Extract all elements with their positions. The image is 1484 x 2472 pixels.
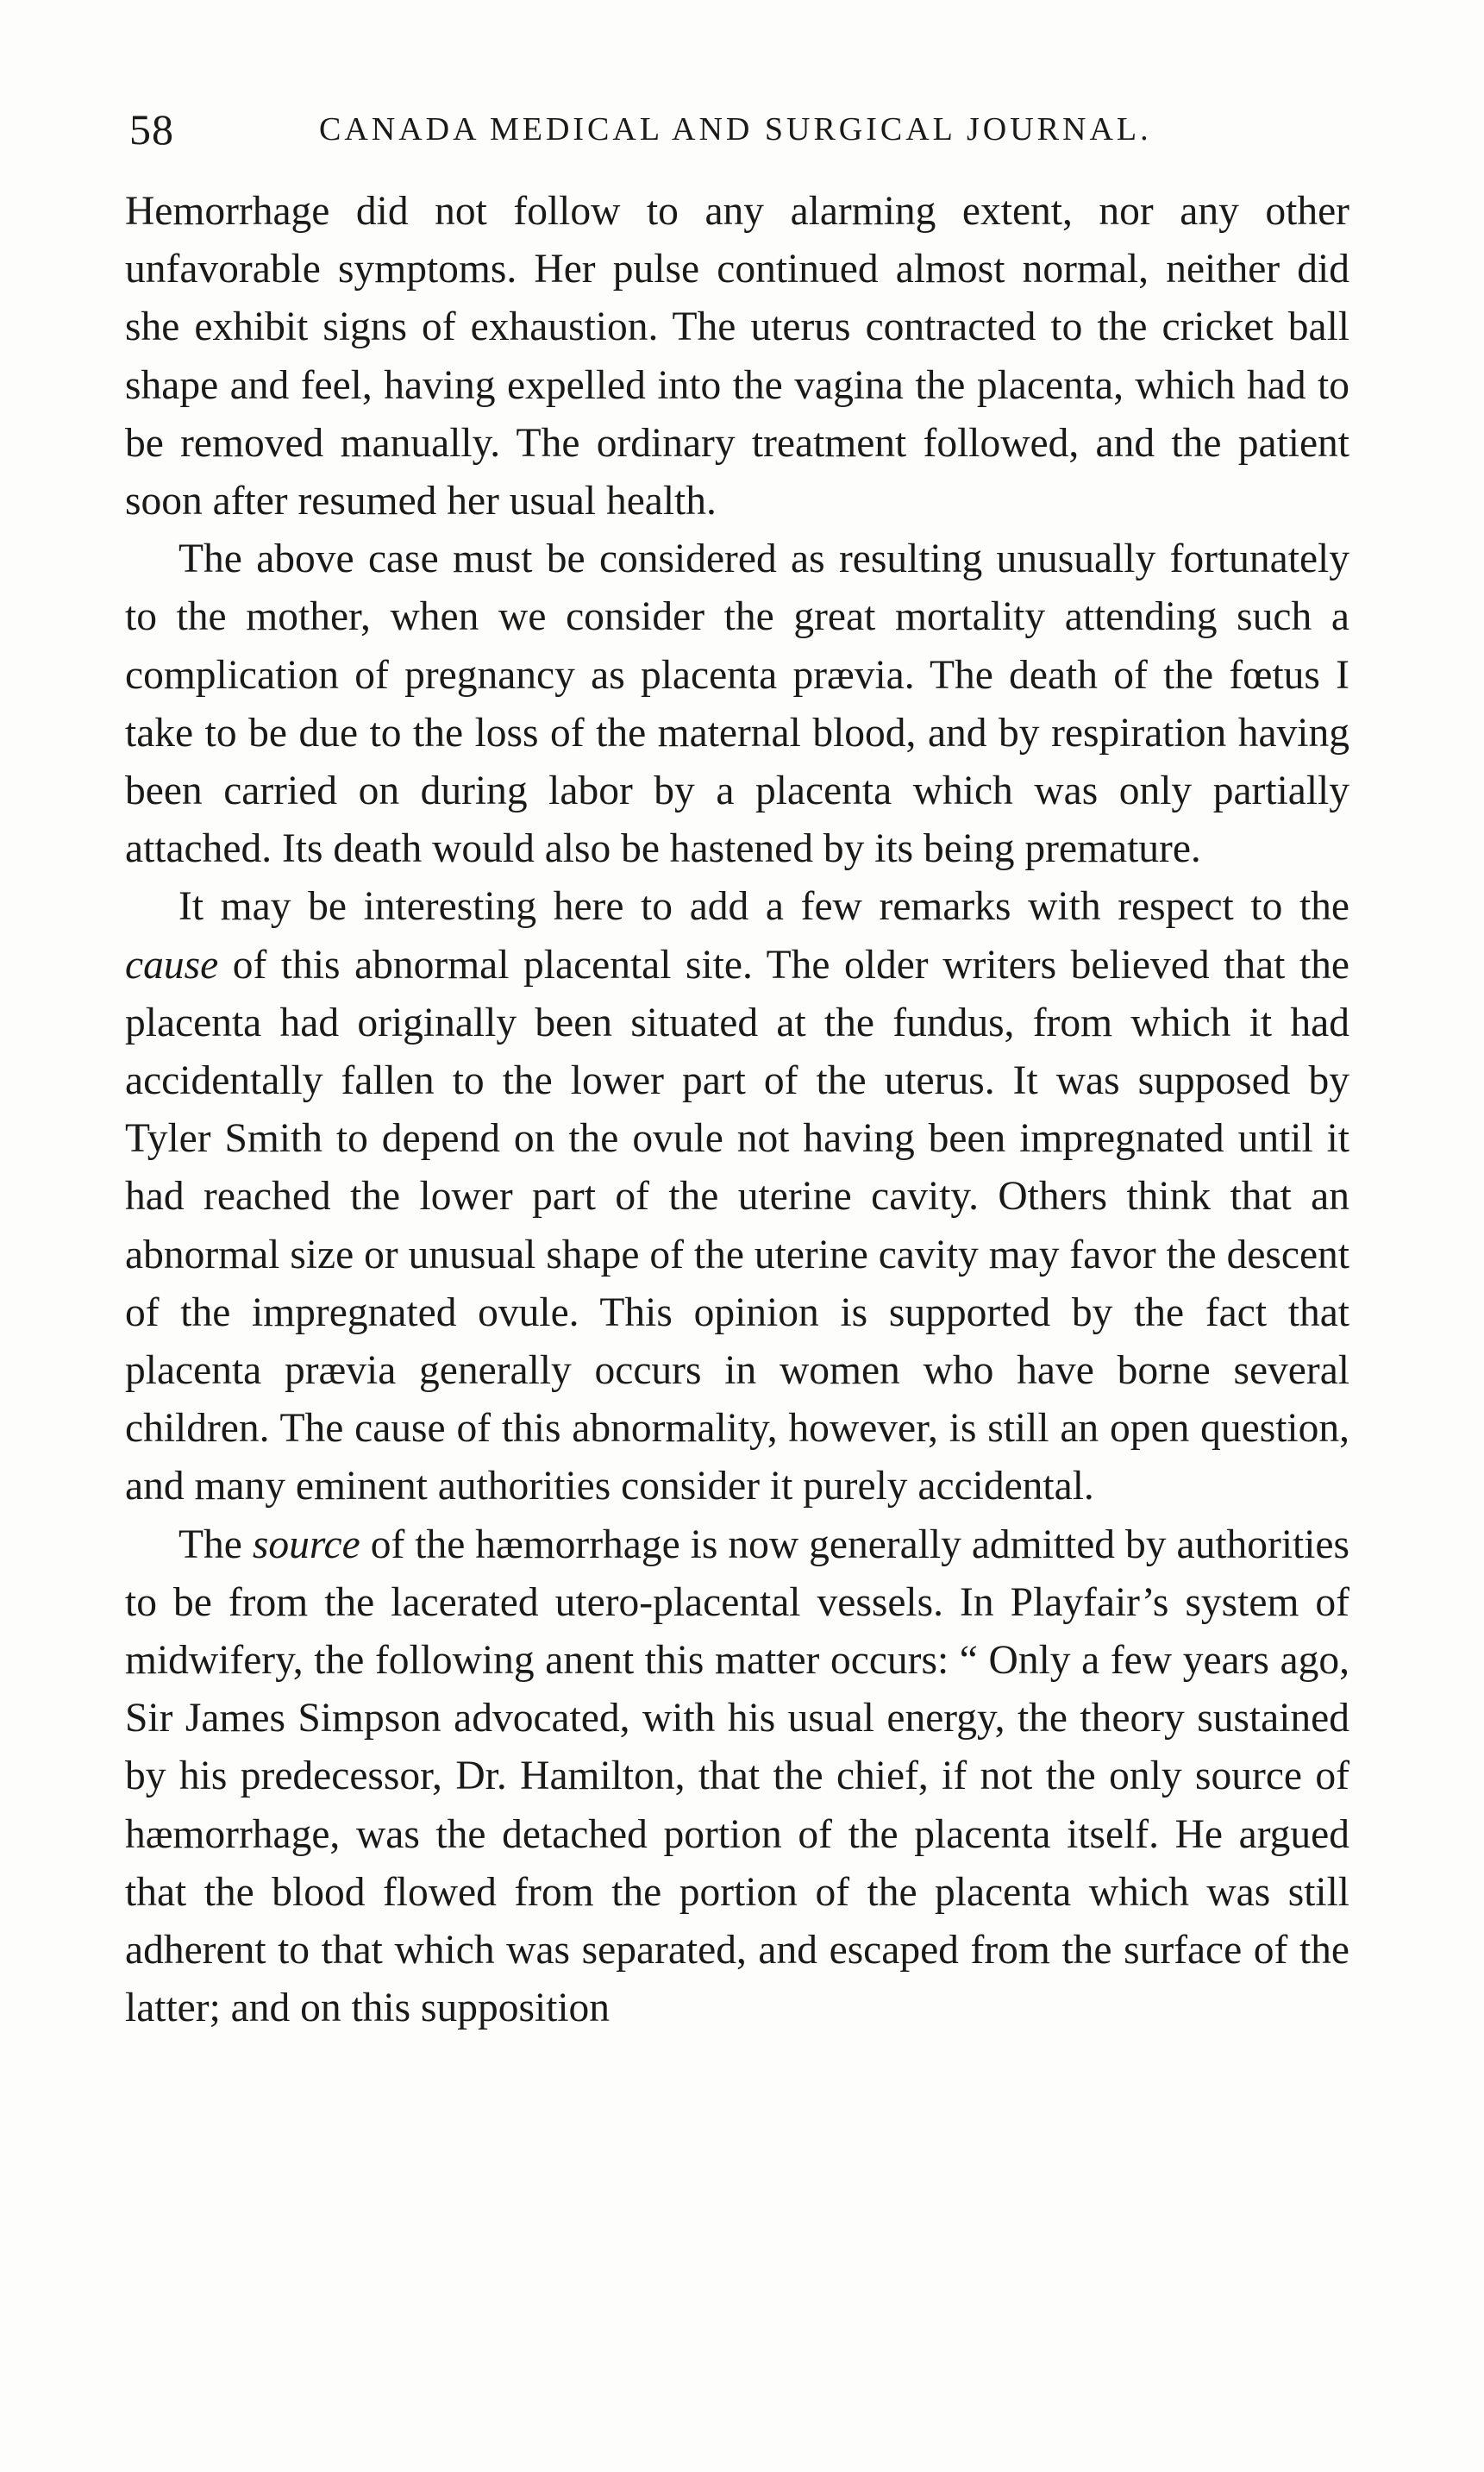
article-body: [125, 183, 1349, 2038]
paragraph-cause-rest: of this abnormal placental site. The older writers believed that the placenta had originally been situated at the fundus, from which it had accidentally fallen to the lower part of the uterus. It was supposed by Tyler Smith to depend on the ovule not having been impregnated until it had reached the lower part of the uterine cavity. Others think that an abnormal size or unusual shape of the uterine cavity may favor the descent of the impregnated ovule. This opinion is supported by the fact that placenta prævia generally occurs in women who have borne several children. The cause of this abnormality, however, is still an open question, and many eminent authorities consider it purely accidental.: [125, 942, 1349, 1509]
page-header: [129, 104, 1371, 155]
page-number: 58: [129, 105, 174, 154]
paragraph-source-rest: of the hæmorrhage is now generally admitted by authorities to be from the lacerated utero-placental vessels. In Playfair’s system of midwifery, the following anent this matter occurs: “ Only a few years ago, Sir James Simpson advocated, with his usual energy, the theory sustained by his predecessor, Dr. Hamilton, that the chief, if not the only source of hæmorrhage, was the detached portion of the placenta itself. He argued that the blood flowed from the portion of the placenta which was still adherent to that which was separated, and escaped from the surface of the latter; and on this supposition: [125, 1521, 1349, 2031]
running-title: CANADA MEDICAL AND SURGICAL JOURNAL.: [319, 111, 1152, 147]
italic-word-cause: cause: [125, 942, 219, 988]
paragraph-source: [125, 1516, 1349, 2038]
paragraph-cause: [125, 878, 1349, 1515]
italic-word-source: source: [252, 1521, 360, 1567]
paragraph-case-outcome: The above case must be considered as resulting unusually fortunately to the mother, when we consider the great mortality attending such a complication of pregnancy as placenta prævia. The death of the fœtus I take to be due to the loss of the maternal blood, and by respiration having been carried on during labor by a placenta which was only partially attached. Its death would also be hastened by its being premature.: [125, 536, 1349, 872]
paragraph-source-lead: The: [178, 1521, 253, 1567]
paragraph-continued: Hemorrhage did not follow to any alarming extent, nor any other unfavorable symptoms. Her pulse continued almost normal, neither did she exhibit signs of exhaustion. The uterus contracted to the cricket ball shape and feel, having expelled into the vagina the placenta, which had to be removed manually. The ordinary treatment followed, and the patient soon after resumed her usual health.: [125, 189, 1349, 524]
paragraph-cause-lead: It may be interesting here to add a few remarks with respect to the: [178, 884, 1349, 930]
